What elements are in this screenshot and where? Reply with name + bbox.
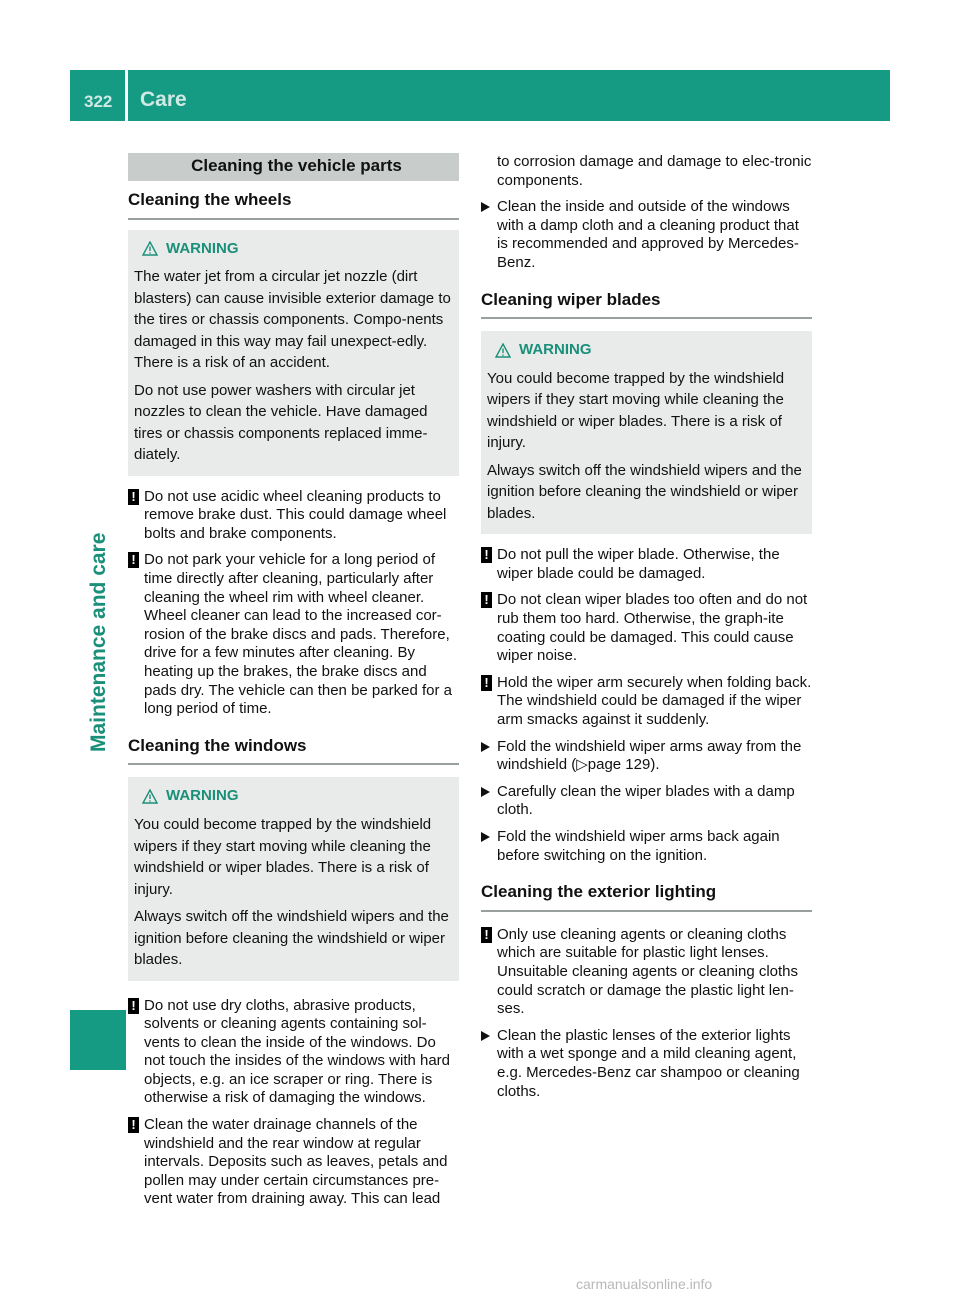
exclamation-icon: !	[481, 547, 492, 563]
note-item	[481, 591, 812, 665]
warning-title	[142, 240, 451, 259]
header-separator	[125, 70, 128, 121]
warning-text: Always switch off the windshield wipers and the ignition before cleaning the windshield or wiper blades.	[134, 908, 449, 968]
exclamation-icon: !	[481, 927, 492, 943]
note-item	[128, 1116, 459, 1209]
warning-text: You could become trapped by the windshield wipers if they start moving while cleaning the windshield or wiper blades. There is a risk of injury.	[134, 816, 432, 898]
note-item	[128, 488, 459, 544]
exclamation-icon: !	[481, 675, 492, 691]
step-arrow-icon	[481, 1031, 490, 1041]
heading-cleaning-wheels: Cleaning the wheels	[128, 191, 459, 220]
page-reference-link[interactable]: page 129	[587, 756, 651, 774]
page-header	[70, 70, 890, 121]
watermark: carmanualsonline.info	[576, 1276, 713, 1292]
step-arrow-icon	[481, 742, 490, 752]
note-text: Hold the wiper arm securely when folding back. The windshield could be damaged if the wiper arm smacks against it suddenly.	[497, 673, 812, 728]
note-item	[128, 997, 459, 1109]
step-item	[481, 1027, 812, 1101]
warning-label: WARNING	[519, 341, 592, 359]
warning-box-windows	[128, 777, 459, 980]
continued-text: to corrosion damage and damage to elec-tronic components.	[497, 153, 812, 189]
page-ref-arrow-icon: ▷	[576, 756, 588, 774]
step-text: Fold the windshield wiper arms away from the windshield (	[497, 737, 802, 774]
warning-box-wheels	[128, 230, 459, 476]
chapter-tab-label: Maintenance and care	[87, 532, 110, 752]
note-text: Only use cleaning agents or cleaning cloths which are suitable for plastic light lenses. Unsuitable cleaning agents or cleaning cloths could scratch or damage the plastic light len-ses.	[497, 925, 799, 1018]
step-text: Carefully clean the wiper blades with a damp cloth.	[497, 782, 795, 819]
warning-text: Always switch off the windshield wipers and the ignition before cleaning the windshield or wiper blades.	[487, 461, 802, 522]
step-item	[481, 738, 812, 775]
warning-icon	[495, 343, 511, 358]
note-text: Do not clean wiper blades too often and do not rub them too hard. Otherwise, the graph-ite coating could be damaged. This could cause wiper noise.	[497, 591, 808, 665]
page-number: 322	[84, 92, 113, 111]
note-text: Do not pull the wiper blade. Otherwise, the wiper blade could be damaged.	[497, 546, 780, 582]
note-text: Do not use acidic wheel cleaning products to remove brake dust. This could damage wheel bolts and brake components.	[144, 487, 447, 542]
note-item	[481, 674, 812, 730]
section-banner: Cleaning the vehicle parts	[128, 153, 459, 181]
exclamation-icon: !	[128, 489, 139, 505]
step-arrow-icon	[481, 202, 490, 212]
step-item	[481, 828, 812, 865]
warning-icon	[142, 789, 158, 804]
chapter-tab-marker	[70, 1010, 126, 1070]
note-text: Do not park your vehicle for a long period of time directly after cleaning, particularly after cleaning the wheel rim with wheel cleaner. Wheel cleaner can lead to the increased cor-rosion of the brake discs and pads. Therefore, drive for a few minutes after cleaning. By heating up the brakes, the brake discs and pads dry. The vehicle can then be parked for a long period of time.	[144, 551, 452, 718]
step-text: Clean the inside and outside of the windows with a damp cloth and a cleaning product that is recommended and approved by Mercedes-Benz.	[497, 198, 799, 271]
step-item	[481, 198, 812, 272]
heading-cleaning-wiper-blades: Cleaning wiper blades	[481, 291, 812, 320]
warning-label: WARNING	[166, 239, 239, 257]
heading-cleaning-exterior-lighting: Cleaning the exterior lighting	[481, 883, 812, 912]
step-text: ).	[650, 756, 660, 774]
heading-cleaning-windows: Cleaning the windows	[128, 737, 459, 766]
note-text: Do not use dry cloths, abrasive products, solvents or cleaning agents containing sol-vents to clean the inside of the windows. Do not touch the insides of the windows with hard objects, e.g. an ice scraper or ring. There is otherwise a risk of damaging the windows.	[144, 996, 451, 1107]
warning-title	[495, 341, 804, 360]
step-arrow-icon	[481, 787, 490, 797]
note-item	[481, 546, 812, 583]
warning-box-wipers	[481, 331, 812, 534]
right-column	[481, 153, 812, 1109]
note-item	[128, 551, 459, 718]
exclamation-icon: !	[128, 552, 139, 568]
warning-text: The water jet from a circular jet nozzle (dirt blasters) can cause invisible exterior damage to the tires or chassis components. Compo-nents damaged in this way may fail unexpect-edly. There is a risk of an accident.	[134, 268, 451, 372]
note-text: Clean the water drainage channels of the windshield and the rear window at regular intervals. Deposits such as leaves, petals and pollen may under certain circumstances pre-vent water from draining away. This can lead	[144, 1116, 448, 1208]
note-item	[481, 926, 812, 1019]
warning-title	[142, 787, 451, 806]
warning-text: You could become trapped by the windshield wipers if they start moving while cleaning the windshield or wiper blades. There is a risk of injury.	[487, 369, 785, 452]
exclamation-icon: !	[481, 592, 492, 608]
warning-text: Do not use power washers with circular jet nozzles to clean the vehicle. Have damaged tires or chassis components replaced imme-diately.	[134, 381, 428, 464]
step-item	[481, 783, 812, 820]
step-text: Clean the plastic lenses of the exterior lights with a wet sponge and a mild cleaning agent, e.g. Mercedes-Benz car shampoo or cleaning cloths.	[497, 1026, 800, 1100]
step-text: Fold the windshield wiper arms back again before switching on the ignition.	[497, 827, 780, 864]
step-arrow-icon	[481, 832, 490, 842]
left-column	[128, 153, 459, 1217]
exclamation-icon: !	[128, 1117, 139, 1133]
exclamation-icon: !	[128, 998, 139, 1014]
warning-icon	[142, 241, 158, 256]
section-title: Care	[140, 88, 187, 111]
warning-label: WARNING	[166, 787, 239, 805]
